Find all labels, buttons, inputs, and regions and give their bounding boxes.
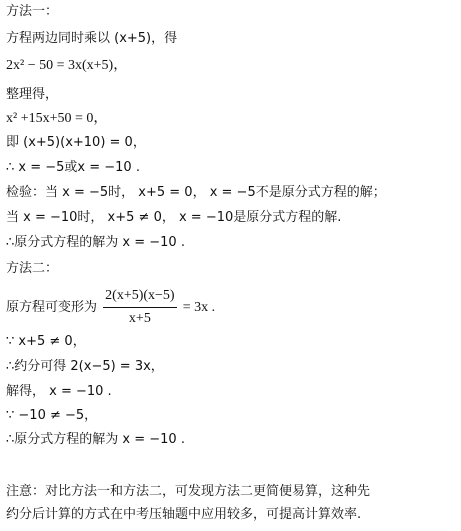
fraction-equation-line: [6, 286, 215, 329]
solution-line: ∵ −10 ≠ −5，: [6, 408, 98, 423]
solution-line: ∵ x+5 ≠ 0，: [6, 334, 86, 349]
solution-line: 即 (x+5)(x+10) = 0，: [6, 135, 146, 150]
solution-line: 当 x = −10时， x+5 ≠ 0， x = −10是原分式方程的解.: [6, 210, 342, 225]
solution-line: 方程两边同时乘以 (x+5)，得: [6, 31, 178, 46]
solution-line: ∴原分式方程的解为 x = −10 .: [6, 432, 185, 447]
fraction-numerator: 2(x+5)(x−5): [103, 286, 176, 308]
fraction-denominator: x+5: [128, 311, 151, 326]
solution-line: ∴约分可得 2(x−5) = 3x，: [6, 359, 164, 374]
fraction: [103, 286, 176, 329]
solution-line: ∴原分式方程的解为 x = −10 .: [6, 235, 185, 250]
equation-line: 2x² − 50 = 3x(x+5)，: [6, 58, 128, 73]
method-one-heading: 方法一：: [6, 4, 59, 19]
fraction-suffix: = 3x .: [182, 300, 216, 315]
solution-line: 检验：当 x = −5时， x+5 = 0， x = −5不是原分式方程的解；: [6, 185, 386, 200]
note-line: 注意：对比方法一和方法二，可发现方法二更简便易算，这种先: [6, 484, 371, 499]
note-line: 约分后计算的方式在中考压轴题中应用较多，可提高计算效率.: [6, 507, 362, 522]
solution-line: ∴ x = −5或x = −10 .: [6, 160, 140, 175]
fraction-prefix: 原方程可变形为: [6, 300, 98, 315]
method-two-heading: 方法二：: [6, 261, 59, 276]
solution-line: 解得， x = −10 .: [6, 384, 112, 399]
equation-line: x² +15x+50 = 0，: [6, 111, 108, 126]
solution-line: 整理得，: [6, 87, 59, 102]
